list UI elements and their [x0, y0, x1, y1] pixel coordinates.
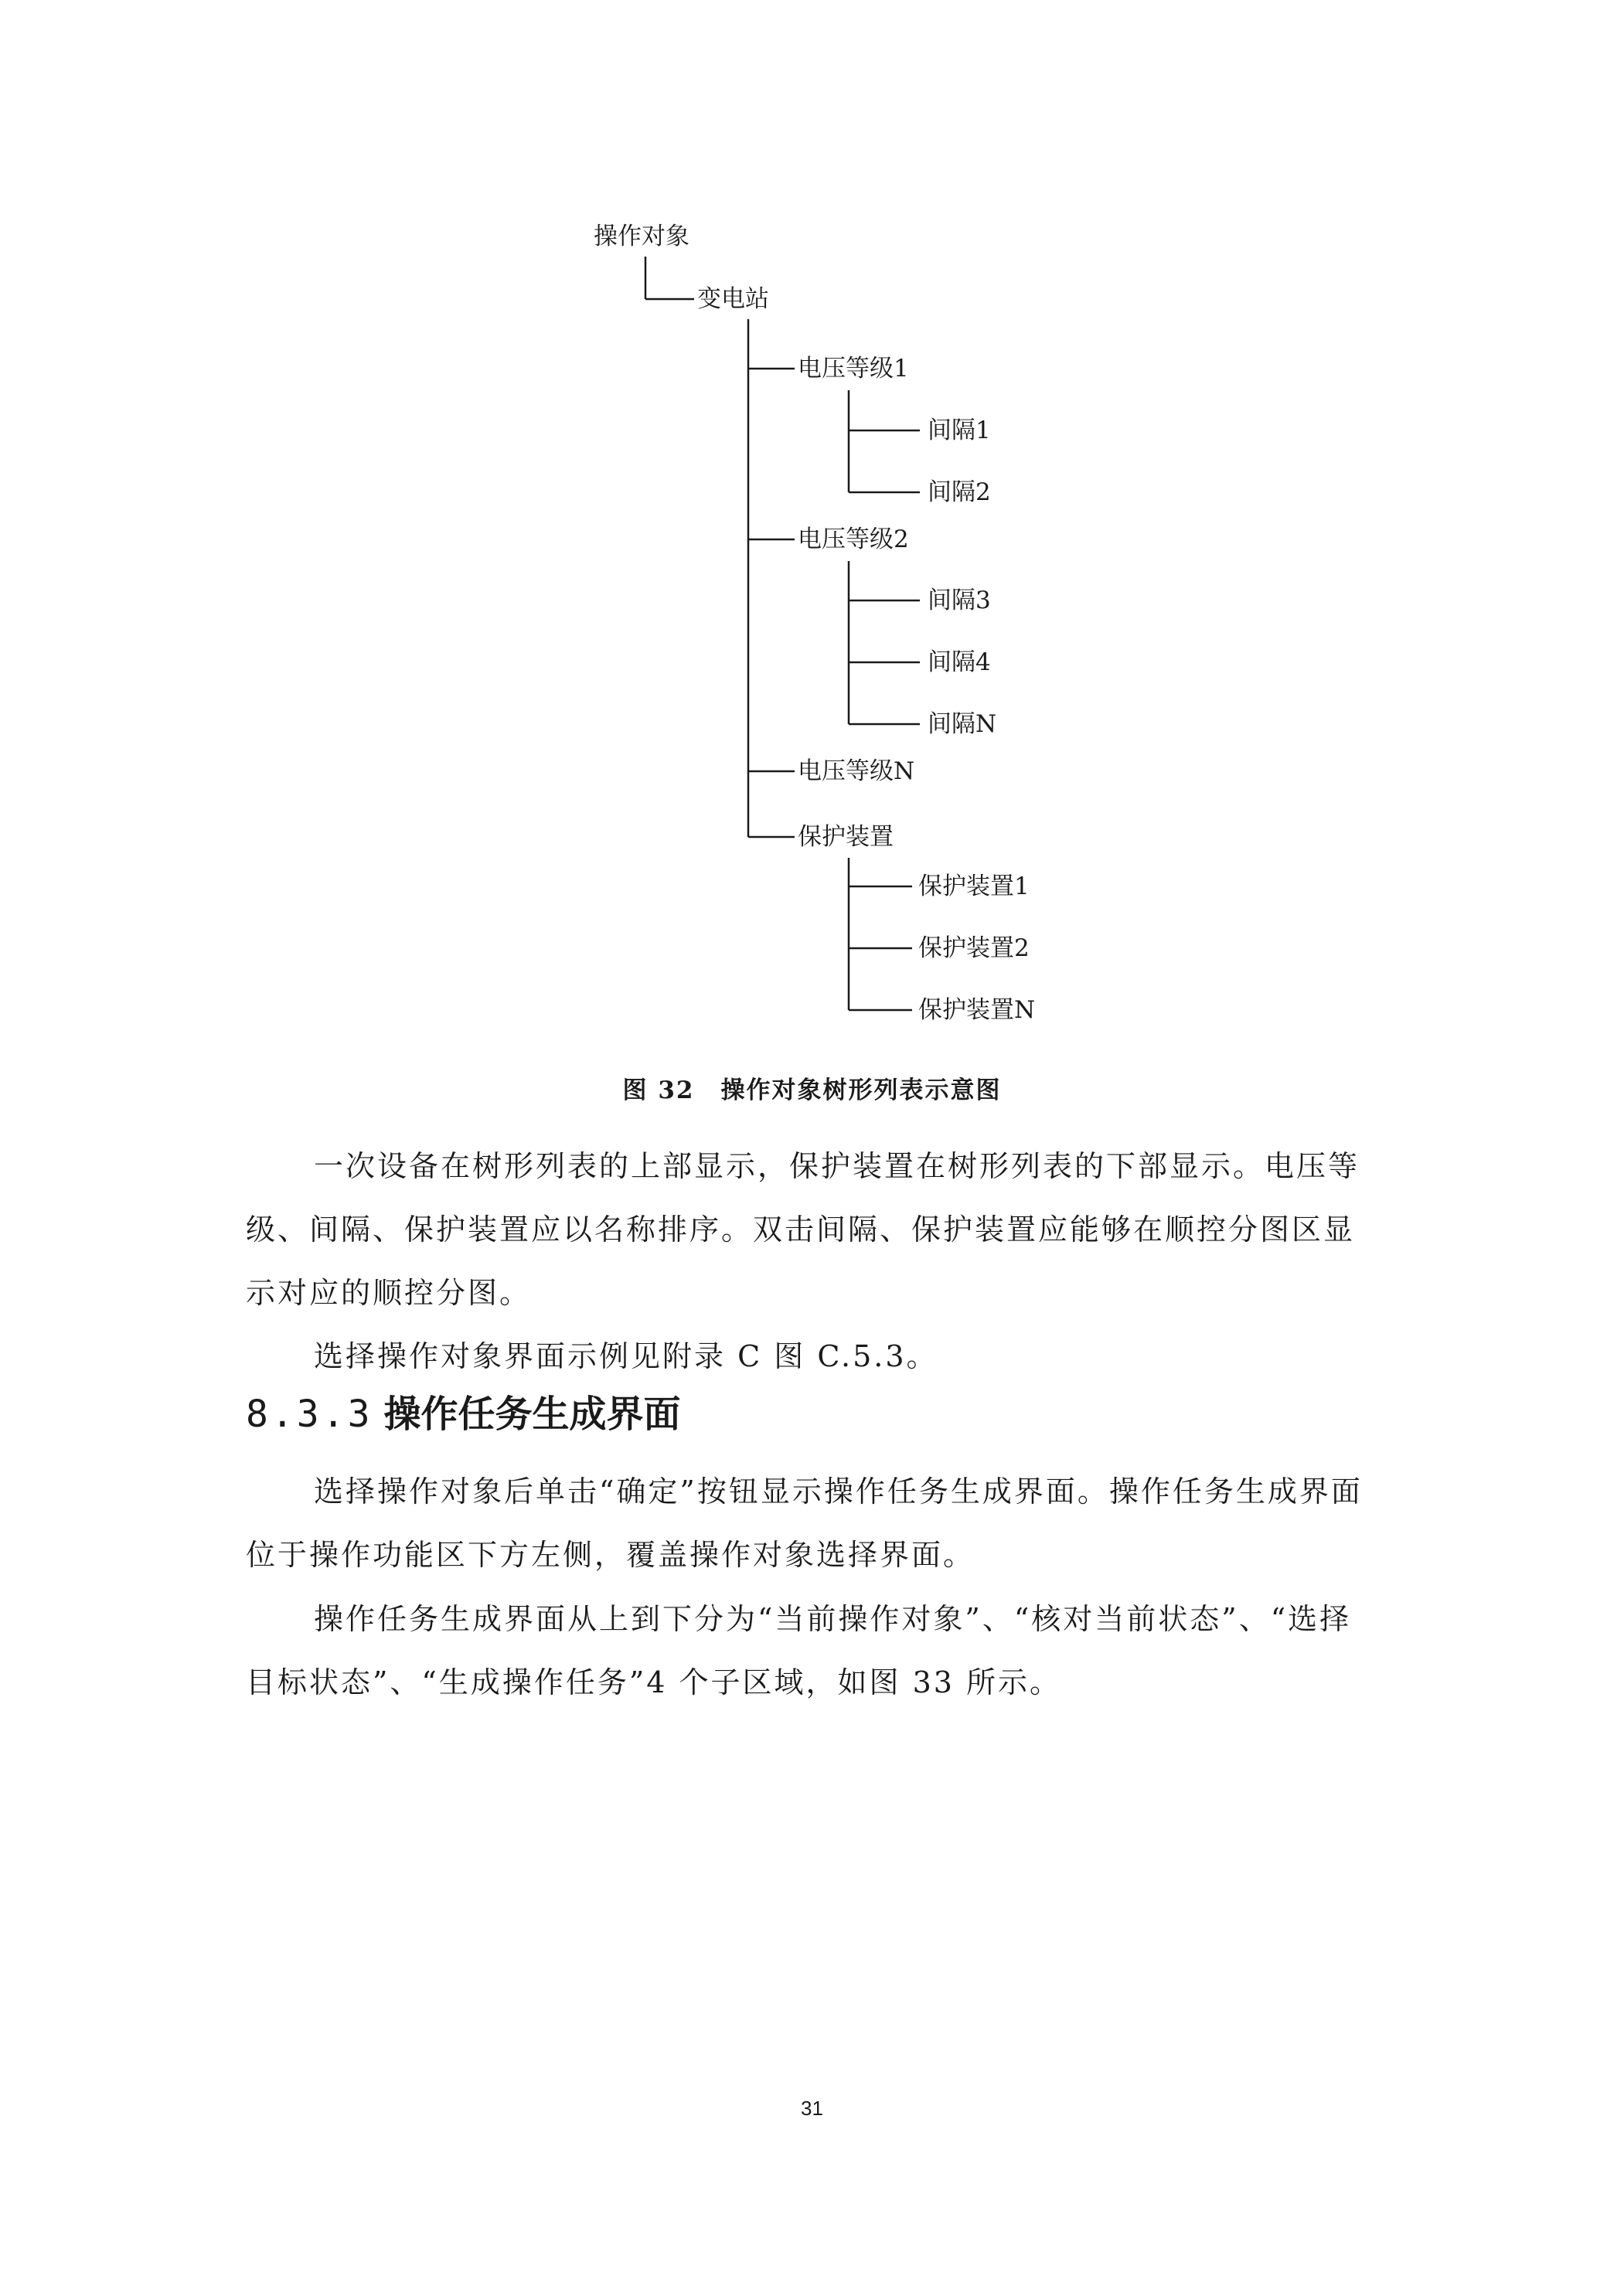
section-title: 操作任务生成界面 — [383, 1393, 681, 1436]
tree-node-voltage-level-n: 电压等级N — [798, 757, 915, 785]
figure-number: 图 32 — [622, 1077, 695, 1104]
tree-node-bay-3: 间隔3 — [928, 587, 991, 614]
tree-node-bay-n: 间隔N — [928, 710, 997, 738]
tree-node-voltage-level-1: 电压等级1 — [798, 355, 909, 383]
object-tree-diagram — [0, 0, 1624, 1036]
tree-node-bay-2: 间隔2 — [928, 478, 991, 506]
page-number: 31 — [801, 2097, 823, 2120]
tree-node-protection-1: 保护装置1 — [918, 872, 1030, 900]
tree-node-bay-1: 间隔1 — [928, 417, 991, 444]
tree-node-protection-n: 保护装置N — [918, 996, 1036, 1024]
tree-node-voltage-level-2: 电压等级2 — [798, 526, 909, 553]
section-number: 8.3.3 — [246, 1393, 373, 1436]
paragraph-task-interface: 选择操作对象后单击“确定”按钮显示操作任务生成界面。操作任务生成界面位于操作功能区下方左侧，覆盖操作对象选择界面。 — [246, 1475, 1363, 1572]
tree-node-bay-4: 间隔4 — [928, 648, 991, 676]
tree-node-root: 操作对象 — [594, 223, 689, 250]
tree-node-station: 变电站 — [697, 285, 769, 313]
paragraph-appendix-reference: 选择操作对象界面示例见附录 C 图 C.5.3。 — [314, 1339, 938, 1373]
section-heading — [246, 1387, 681, 1441]
tree-connector-lines — [0, 0, 1624, 1036]
tree-node-protection: 保护装置 — [798, 823, 894, 851]
tree-node-protection-2: 保护装置2 — [918, 934, 1030, 962]
paragraph-tree-description: 一次设备在树形列表的上部显示，保护装置在树形列表的下部显示。电压等级、间隔、保护装置应以名称排序。双击间隔、保护装置应能够在顺控分图区显示对应的顺控分图。 — [246, 1149, 1360, 1310]
paragraph-sub-areas: 操作任务生成界面从上到下分为“当前操作对象”、“核对当前状态”、“选择目标状态”、“生成操作任务”4 个子区域，如图 33 所示。 — [246, 1602, 1352, 1699]
figure-caption — [0, 1070, 1624, 1105]
figure-title: 操作对象树形列表示意图 — [720, 1077, 1002, 1104]
